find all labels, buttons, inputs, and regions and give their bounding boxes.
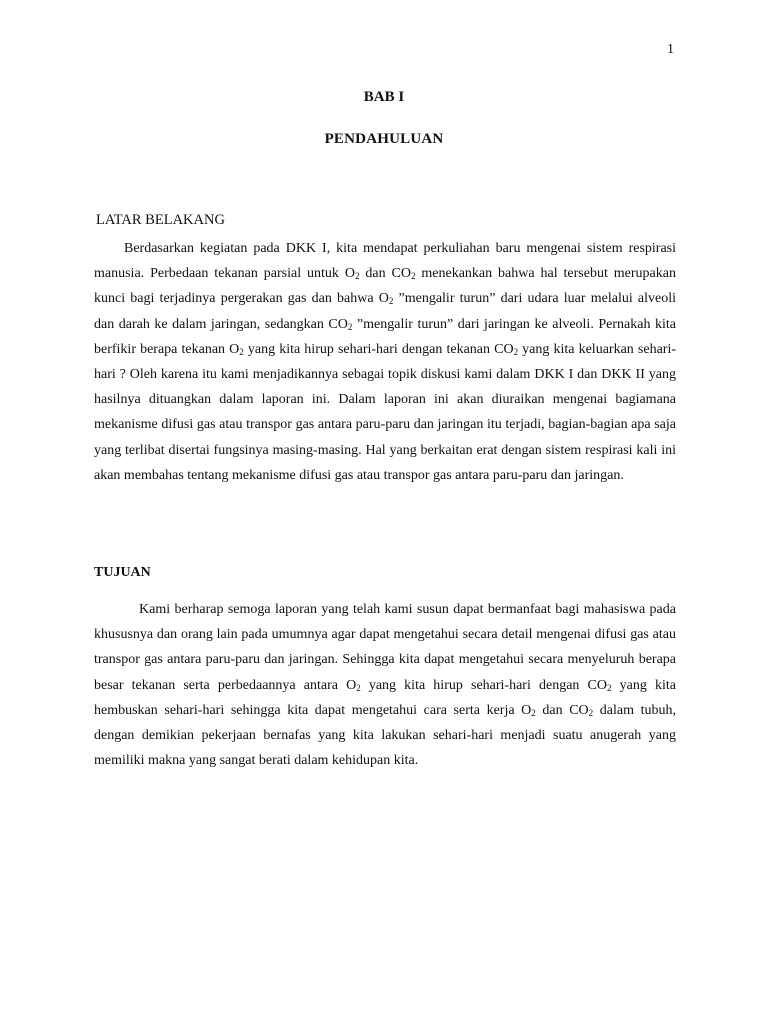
text-run: yang kita hirup sehari-hari dengan tekanan CO — [243, 341, 514, 357]
subscript: 2 — [347, 321, 353, 332]
text-run: ”mengalir turun” dari jaringan ke alveoli. Pernakah kita berfikir berapa tekanan O — [94, 316, 676, 357]
subscript: 2 — [410, 271, 416, 282]
section-heading-tujuan: TUJUAN — [94, 565, 151, 580]
text-run: dan CO — [359, 266, 411, 282]
text-run: yang kita hembuskan sehari-hari sehingga kita dapat mengetahui cara serta kerja O — [94, 677, 676, 718]
subscript: 2 — [354, 271, 360, 282]
text-run: ”mengalir turun” dari udara luar melalui alveoli dan darah ke dalam jaringan, sedangkan CO — [94, 291, 676, 332]
text-run: yang kita keluarkan sehari-hari ? Oleh karena itu kami menjadikannya sebagai topik diskusi kami dalam DKK I dan DKK II yang hasilnya dituangkan dalam laporan ini. Dalam laporan ini akan diuraikan mengenai bagiamana mekanisme difusi gas atau transpor gas antara paru-paru dan jaringan itu terjadi, bagian-bagian apa saja yang terlibat disertai fungsinya masing-masing. Hal yang berkaitan erat dengan sistem respirasi kali ini akan membahas tentang mekanisme difusi gas atau transpor gas antara paru-paru dan jaringan. — [94, 341, 676, 483]
subscript: 2 — [588, 707, 594, 718]
section-heading-latar-belakang: LATAR BELAKANG — [96, 212, 225, 228]
text-run: menekankan bahwa hal tersebut merupakan kunci bagi terjadinya pergerakan gas dan bahwa O — [94, 266, 676, 307]
subscript: 2 — [356, 682, 361, 693]
chapter-title: PENDAHULUAN — [324, 131, 444, 147]
subscript: 2 — [388, 296, 394, 307]
text-run: Kami berharap semoga laporan yang telah kami susun dapat bermanfaat bagi mahasiswa pada khususnya dan orang lain pada umumnya agar dapat mengetahui secara detail mengenai difusi gas atau transpor gas antara paru-paru dan jaringan. Sehingga kita dapat mengetahui secara menyeluruh berapa besar tekanan serta perbedaannya antara O — [94, 602, 676, 693]
text-run: dan CO — [535, 702, 589, 718]
text-run: dalam tubuh, dengan demikian pekerjaan bernafas yang kita lakukan sehari-hari menjadi suatu anugerah yang memiliki makna yang sangat berati dalam kehidupan kita. — [94, 702, 676, 769]
paragraph-latar-belakang — [94, 236, 676, 488]
subscript: 2 — [513, 346, 519, 357]
page-number: 1 — [667, 42, 674, 57]
chapter-label: BAB I — [363, 89, 405, 105]
subscript: 2 — [531, 707, 536, 718]
paragraph-tujuan — [94, 597, 676, 773]
subscript: 2 — [607, 682, 612, 693]
text-run: Berdasarkan kegiatan pada DKK I, kita mendapat perkuliahan baru mengenai sistem respirasi manusia. Perbedaan tekanan parsial untuk O — [94, 241, 676, 282]
text-run: yang kita hirup sehari-hari dengan CO — [360, 677, 607, 693]
subscript: 2 — [239, 346, 244, 357]
